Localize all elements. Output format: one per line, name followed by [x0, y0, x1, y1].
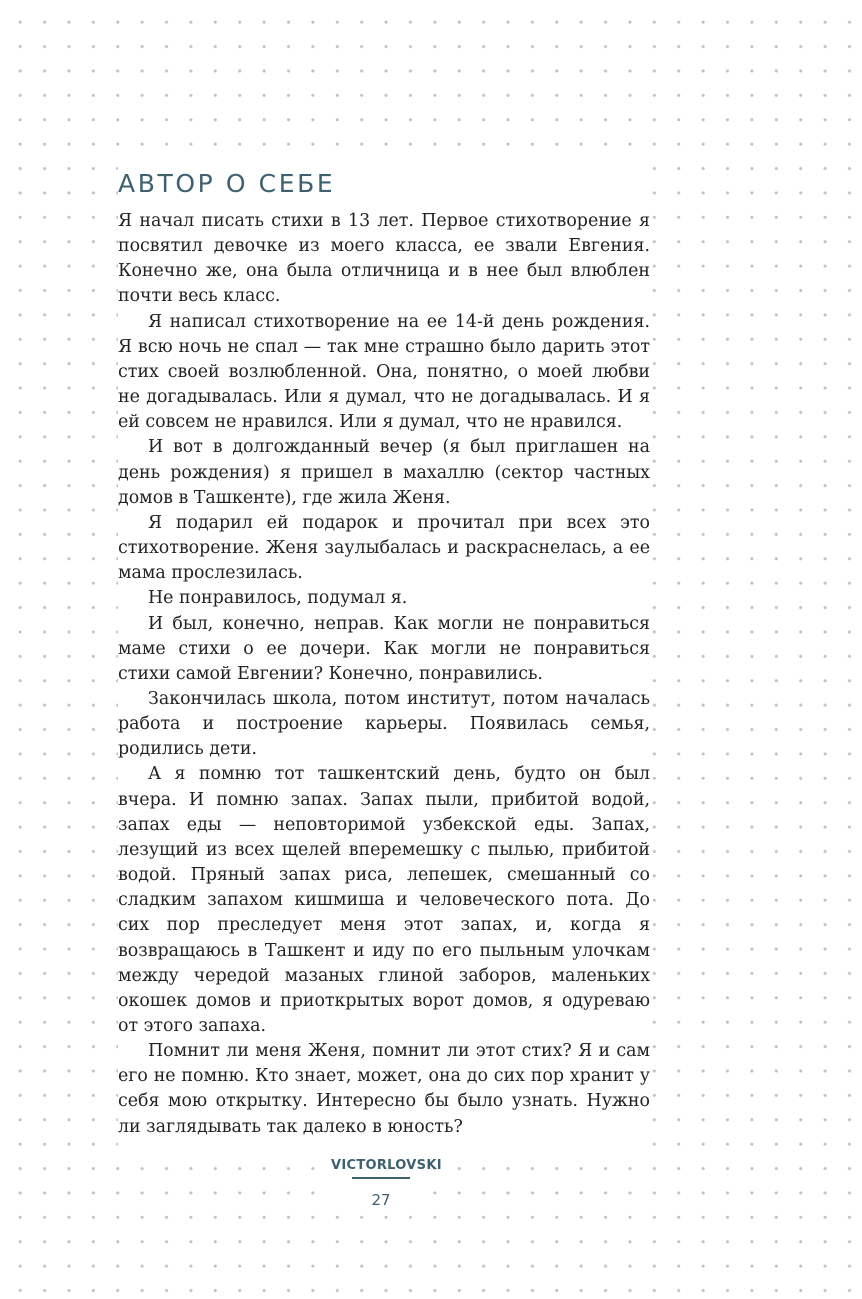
paragraph: Я начал писать стихи в 13 лет. Первое стихотворение я посвятил девочке из моего класса, ее звали Евгения. Конечно же, она была отличница и в нее был влюблен почти весь класс. [118, 211, 650, 307]
paragraph: Закончилась школа, потом институт, потом началась работа и построение карьеры. Появилась семья, родились дети. [118, 688, 650, 760]
page-footer [331, 1152, 442, 1215]
brand-underline [352, 1177, 410, 1179]
section-title: АВТОР О СЕБЕ [118, 169, 336, 198]
paragraph: А я помню тот ташкентский день, будто он был вчера. И помню запах. Запах пыли, прибитой водой, запах еды — неповторимой узбекской еды. Запах, лезущий из всех щелей вперемешку с пылью, прибитой водой. Пряный запах риса, лепешек, смешанный со сладким запахом кишмиша и человеческого пота. До сих пор преследует меня этот запах, и, когда я возвращаюсь в Ташкент и иду по его пыльным улочкам между чередой мазаных глиной заборов, маленьких окошек домов и приоткрытых ворот домов, я одуреваю от этого запаха. [118, 764, 650, 1036]
paragraph: Я написал стихотворение на ее 14-й день рождения. Я всю ночь не спал — так мне страшно было дарить этот стих своей возлюбленной. Она, понятно, о моей любви не догадывалась. Или я думал, что не догадывалась. И я ей совсем не нравился. Или я думал, что не нравился. [118, 311, 650, 433]
paragraph: Не понравилось, подумал я. [148, 588, 408, 609]
page-number: 27 [371, 1191, 391, 1209]
paragraph: И вот в долгожданный вечер (я был приглашен на день рождения) я пришел в махаллю (сектор частных домов в Ташкенте), где жила Женя. [118, 437, 650, 508]
paragraph: Я подарил ей подарок и прочитал при всех это стихотворение. Женя заулыбалась и раскраснелась, а ее мама прослезилась. [118, 512, 650, 584]
paragraph: Помнит ли меня Женя, помнит ли этот стих? Я и сам его не помню. Кто знает, может, она до сих пор хранит у себя мою открытку. Интересно бы было узнать. Нужно ли заглядывать так далеко в юность? [118, 1041, 650, 1137]
paragraph: И был, конечно, неправ. Как могли не понравиться маме стихи о ее дочери. Как могли не понравиться стихи самой Евгении? Конечно, понравились. [118, 613, 650, 684]
main-text-block [118, 165, 650, 1146]
brand-logo: VICTORLOVSKI [331, 1158, 442, 1173]
